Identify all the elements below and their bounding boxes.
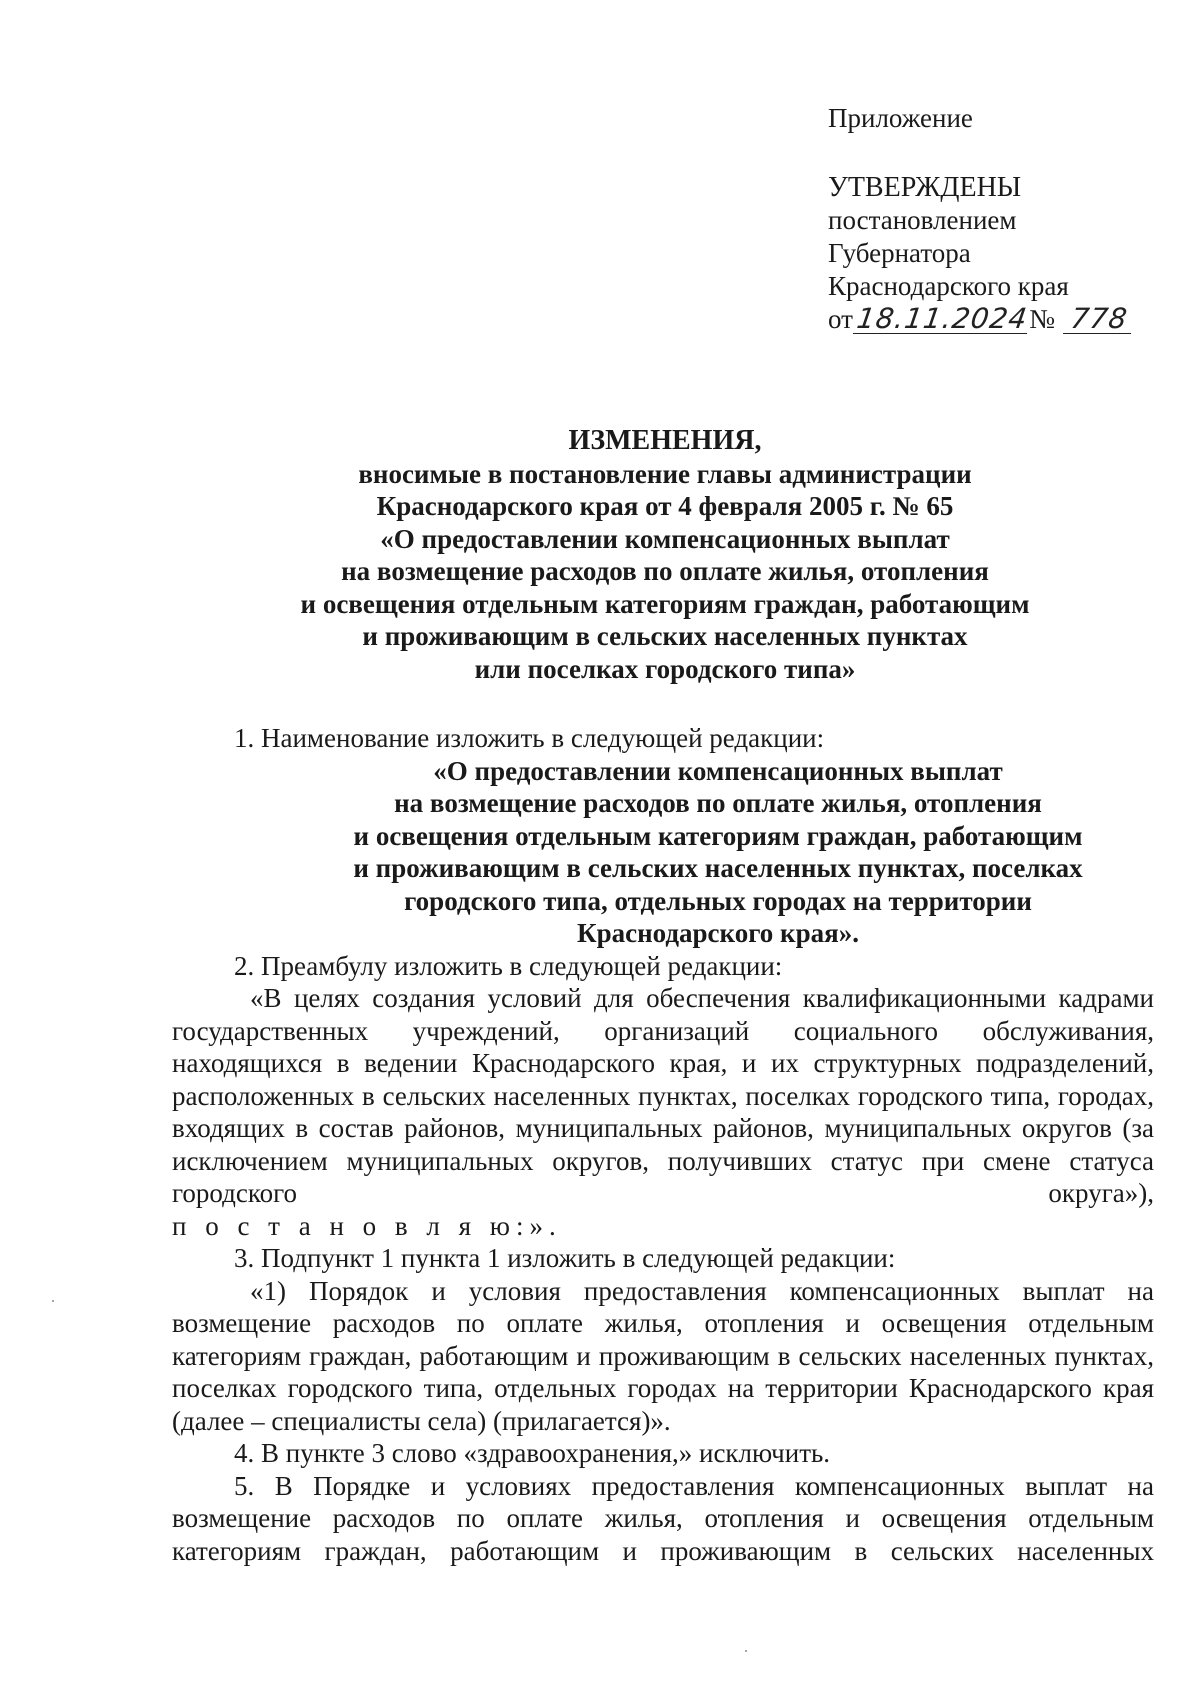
number-label: № (1029, 304, 1056, 334)
heading-line: «О предоставлении компенсационных выплат (380, 523, 950, 554)
approval-line-resolution: постановлением (828, 205, 1017, 235)
heading-line: на возмещение расходов по оплате жилья, отопления (341, 556, 989, 586)
heading-line: или поселках городского типа» (474, 653, 856, 684)
heading-title: ИЗМЕНЕНИЯ, (568, 425, 762, 456)
heading-line: и проживающим в сельских населенных пунктах (362, 621, 968, 651)
scan-speck (745, 1650, 747, 1652)
item-1-quote (172, 755, 1154, 950)
scan-speck (52, 1300, 54, 1302)
item-1-intro: 1. Наименование изложить в следующей редакции: (234, 723, 825, 753)
handwritten-number: 778 (1063, 305, 1136, 334)
heading-line: вносимые в постановление главы администрации (358, 458, 972, 489)
approval-date-line (828, 303, 1168, 336)
document-body (172, 722, 1154, 1567)
quote-line: и освещения отдельным категориям граждан, работающим (353, 820, 1083, 851)
item-2-decree: п о с т а н о в л я ю:». (172, 1210, 562, 1241)
item-3-intro: 3. Подпункт 1 пункта 1 изложить в следующей редакции: (234, 1243, 896, 1273)
item-3-text: «1) Порядок и условия предоставления компенсационных выплат на возмещение расходов по оплате жилья, отопления и освещения отдельным категориям граждан, работающим и проживающим в сельских населенных пунктах, поселках городского типа, отдельных городах на территории Краснодарского края (далее – специалисты села) (прилагается)». (172, 1275, 1154, 1436)
date-prefix: от (828, 304, 853, 334)
approval-line-region: Краснодарского края (828, 271, 1069, 301)
approval-line-governor: Губернатора (828, 238, 971, 268)
handwritten-date: 18.11.2024 (854, 302, 1030, 335)
approval-block (828, 102, 1168, 336)
quote-line: городского типа, отдельных городах на территории (404, 885, 1032, 916)
approved-label: УТВЕРЖДЕНЫ (828, 172, 1022, 203)
appendix-label: Приложение (828, 103, 973, 133)
item-2-text: «В целях создания условий для обеспечения квалификационными кадрами государственных учреждений, организаций социального обслуживания, находящихся в ведении Краснодарского края, и их структурных подразделений, расположенных в сельских населенных пунктах, поселках городского типа, городах, входящих в состав районов, муниципальных районов, муниципальных округов (за исключением муниципальных округов, получивших статус при смене статуса городского округа»), (172, 983, 1154, 1208)
item-2-intro: 2. Преамбулу изложить в следующей редакции: (234, 950, 783, 981)
quote-line: на возмещение расходов по оплате жилья, отопления (394, 788, 1042, 818)
item-5: 5. В Порядке и условиях предоставления компенсационных выплат на возмещение расходов по оплате жилья, отопления и освещения отдельным категориям граждан, работающим и проживающим в сельских населенных (172, 1470, 1154, 1566)
quote-line: и проживающим в сельских населенных пунктах, поселках (353, 853, 1083, 883)
heading-line: Краснодарского края от 4 февраля 2005 г. № 65 (376, 491, 954, 521)
quote-line: Краснодарского края». (577, 918, 859, 948)
heading-line: и освещения отдельным категориям граждан, работающим (300, 588, 1030, 619)
item-4: 4. В пункте 3 слово «здравоохранения,» исключить. (234, 1438, 831, 1468)
document-heading (160, 425, 1170, 685)
quote-line: «О предоставлении компенсационных выплат (433, 755, 1003, 786)
